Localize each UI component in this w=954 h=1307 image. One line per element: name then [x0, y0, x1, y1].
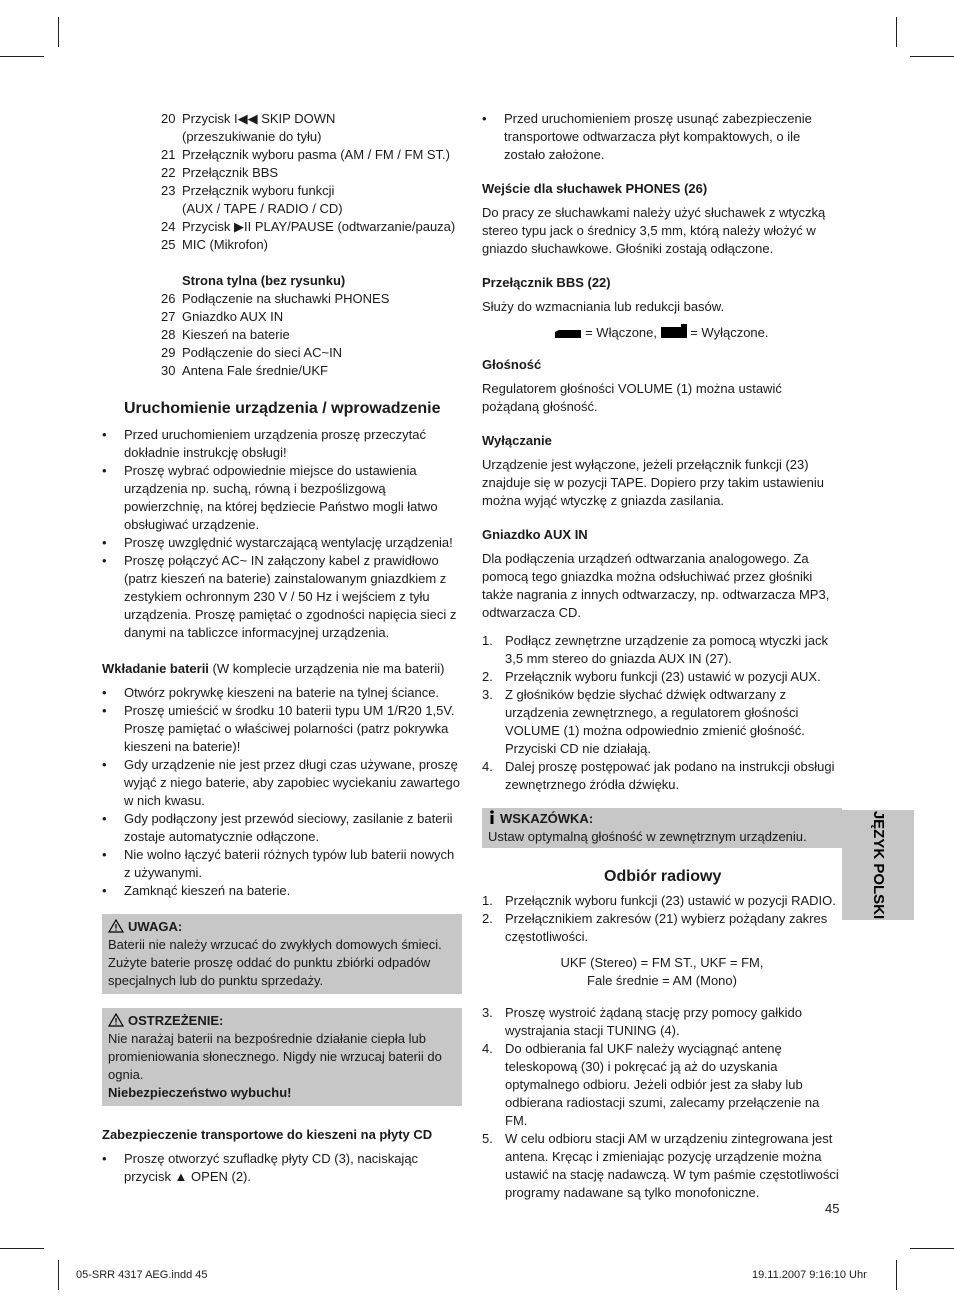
warning-triangle-icon — [108, 1013, 124, 1027]
list-item: 21 Przełącznik wyboru pasma (AM / FM / FM ST.) — [161, 147, 450, 162]
warning-text: Nie narażaj baterii na bezpośrednie działanie ciepła lub promieniowania słonecznego. Nigdy nie wrzucaj baterii do ognia. — [108, 1031, 442, 1082]
list-item: • Proszę połączyć AC~ IN załączony kabel z prawidłowo (patrz kieszeń na baterie) zainstalowanym gniazdkiem z zestykiem ochronnym 230 V / 50 Hz i wejściem z tyłu urządzenia. Proszę pamiętać o zgodności napięcia sieci z danymi na tabliczce informacyjnej urządzenia. — [102, 552, 462, 642]
battery-heading: Wkładanie baterii (W komplecie urządzenia nie ma baterii) — [102, 661, 445, 676]
note-box — [482, 808, 842, 848]
list-item: 4. Do odbierania fal UKF należy wyciągnąć antenę teleskopową (30) i pokręcać ją aż do uzyskania optymalnego odbioru. Jeżeli odbiór jest za słaby lub odbierana radiostacji szumi, zalecamy przełączenie na FM. — [482, 1041, 820, 1128]
list-item: 22 Przełącznik BBS — [161, 165, 279, 180]
crop-mark — [910, 56, 954, 57]
language-tab — [842, 810, 914, 920]
list-item: 28 Kieszeń na baterie — [161, 327, 290, 342]
list-item: 24 Przycisk ▶II PLAY/PAUSE (odtwarzanie/pauza) — [161, 219, 456, 234]
startup-bullets — [102, 426, 462, 642]
footer-timestamp: 19.11.2007 9:16:10 Uhr — [752, 1269, 867, 1281]
list-item: • Gdy urządzenie nie jest przez długi czas używane, proszę wyjąć z niego baterie, aby zapobiec wyciekaniu zawartego w nich kwasu. — [102, 756, 462, 810]
aux-steps — [482, 632, 842, 794]
crop-mark — [0, 56, 44, 57]
crop-mark — [0, 1248, 44, 1249]
footer-file: 05-SRR 4317 AEG.indd 45 — [76, 1269, 208, 1281]
rear-heading: Strona tylna (bez rysunku) — [182, 273, 346, 288]
radio-steps — [482, 892, 842, 946]
list-item: • Proszę otworzyć szufladkę płyty CD (3), naciskając przycisk ▲ OPEN (2). — [102, 1150, 462, 1186]
transport-continued — [482, 110, 842, 164]
crop-mark — [58, 17, 59, 47]
list-item: • Nie wolno łączyć baterii różnych typów lub baterii nowych z używanymi. — [102, 846, 462, 882]
list-item: • Proszę wybrać odpowiednie miejsce do ustawienia urządzenia np. suchą, równą i bezpoślizgową powierzchnię, na której będziecie Państwo mogli łatwo obsługiwać urządzenie. — [102, 462, 462, 534]
list-item: • Proszę uwzględnić wystarczającą wentylację urządzenia! — [102, 534, 462, 552]
list-item: 5. W celu odbioru stacji AM w urządzeniu zintegrowana jest antena. Kręcąc i zmieniając pozycję urządzenie można ustawić na stację nadawczą. W tym paśmie częstotliwości programy nadawane są tylko monofoniczne. — [482, 1131, 839, 1200]
off-heading: Wyłączanie — [482, 433, 552, 448]
bbs-text: Służy do wzmacniania lub redukcji basów. — [482, 299, 725, 314]
warning-triangle-icon — [108, 919, 124, 933]
list-item: 2. Przełącznik wyboru funkcji (23) ustawić w pozycji AUX. — [482, 669, 821, 684]
list-item: 23 Przełącznik wyboru funkcji (AUX / TAPE / RADIO / CD) — [161, 183, 343, 216]
bbs-legend: = Włączone, = Wyłączone. — [482, 324, 842, 342]
list-item: 1. Podłącz zewnętrzne urządzenie za pomocą wtyczki jack 3,5 mm stereo do gniazda AUX IN (27). — [482, 633, 828, 666]
crop-mark — [896, 1260, 897, 1290]
list-item: 29 Podłączenie do sieci AC~IN — [161, 345, 343, 360]
list-item: 25 MIC (Mikrofon) — [161, 237, 268, 252]
note-title: WSKAZÓWKA: — [500, 811, 594, 826]
transport-bullets — [102, 1150, 462, 1186]
list-item: • Zamknąć kieszeń na baterie. — [102, 882, 462, 900]
note-text: Ustaw optymalną głośność w zewnętrznym urządzeniu. — [488, 829, 807, 844]
list-item: • Proszę umieścić w środku 10 baterii typu UM 1/R20 1,5V. Proszę pamiętać o właściwej polarności (patrz pokrywka kieszeni na baterie)! — [102, 702, 462, 756]
rear-list — [102, 290, 462, 380]
crop-mark — [910, 1248, 954, 1249]
crop-mark — [896, 17, 897, 47]
list-item: 1. Przełącznik wyboru funkcji (23) ustawić w pozycji RADIO. — [482, 893, 836, 908]
warning-box — [102, 1008, 462, 1106]
list-item: 27 Gniazdko AUX IN — [161, 309, 284, 324]
phones-heading: Wejście dla słuchawek PHONES (26) — [482, 181, 708, 196]
list-item: 26 Podłączenie na słuchawki PHONES — [161, 291, 390, 306]
aux-text: Dla podłączenia urządzeń odtwarzania analogowego. Za pomocą tego gniazdka można odsłuchiwać przez głośniki także nagrania z innych odtwarzaczy, np. odtwarzacza MP3, odtwarzacza CD. — [482, 551, 830, 620]
phones-text: Do pracy ze słuchawkami należy użyć słuchawek z wtyczką stereo typu jack o średnicy 3,5 mm, którą należy włożyć w gniazdo słuchawkowe. Głośniki zostają odłączone. — [482, 205, 826, 256]
volume-heading: Głośność — [482, 357, 542, 372]
list-item: 3. Proszę wystroić żądaną stację przy pomocy gałkido wystrajania stacji TUNING (4). — [482, 1005, 802, 1038]
battery-bullets — [102, 684, 462, 900]
bbs-heading: Przełącznik BBS (22) — [482, 275, 611, 290]
aux-heading: Gniazdko AUX IN — [482, 527, 588, 542]
section-heading-radio: Odbiór radiowy — [604, 868, 722, 885]
list-item: 2. Przełącznikiem zakresów (21) wybierz pożądany zakres częstotliwości. — [482, 911, 828, 944]
band-formula: UKF (Stereo) = FM ST., UKF = FM, Fale średnie = AM (Mono) — [560, 955, 764, 988]
list-item: • Przed uruchomieniem urządzenia proszę przeczytać dokładnie instrukcję obsługi! — [102, 426, 462, 462]
list-item: 20 Przycisk I◀◀ SKIP DOWN (przeszukiwanie do tyłu) — [161, 111, 336, 144]
list-item: • Przed uruchomieniem proszę usunąć zabezpieczenie transportowe odtwarzacza płyt kompaktowych, o ile zostało założone. — [482, 110, 842, 164]
language-tab-label: JĘZYK POLSKI — [870, 810, 887, 920]
right-column — [482, 110, 842, 1202]
transport-heading: Zabezpieczenie transportowe do kieszeni na płyty CD — [102, 1127, 433, 1142]
list-item: • Otwórz pokrywkę kieszeni na baterie na tylnej ściance. — [102, 684, 462, 702]
list-item: 4. Dalej proszę postępować jak podano na instrukcji obsługi zewnętrznego źródła dźwięku. — [482, 759, 835, 792]
list-item: 30 Antena Fale średnie/UKF — [161, 363, 328, 378]
crop-mark — [58, 1260, 59, 1290]
page-number: 45 — [825, 1201, 840, 1216]
radio-steps-continued — [482, 1004, 842, 1202]
list-item: 3. Z głośników będzie słychać dźwięk odtwarzany z urządzenia zewnętrznego, a regulatorem głośności VOLUME (1) można odpowiednio zmienić głośność. Przyciski CD nie działają. — [482, 687, 805, 756]
switch-off-icon — [661, 324, 687, 338]
caution-title: UWAGA: — [128, 919, 183, 934]
caution-box — [102, 914, 462, 994]
warning-title: OSTRZEŻENIE: — [128, 1013, 224, 1028]
switch-on-icon — [555, 328, 581, 338]
info-icon — [488, 810, 496, 825]
parts-list — [102, 110, 462, 254]
section-heading-startup: Uruchomienie urządzenia / wprowadzenie — [124, 400, 441, 417]
left-column — [102, 110, 462, 1186]
list-item: • Gdy podłączony jest przewód sieciowy, zasilanie z baterii zostaje automatycznie odłączone. — [102, 810, 462, 846]
caution-text: Baterii nie należy wrzucać do zwykłych domowych śmieci. Zużyte baterie proszę oddać do punktu zbiórki odpadów specjalnych lub do punktu sprzedaży. — [108, 937, 442, 988]
volume-text: Regulatorem głośności VOLUME (1) można ustawić pożądaną głośność. — [482, 381, 782, 414]
off-text: Urządzenie jest wyłączone, jeżeli przełącznik funkcji (23) znajduje się w pozycji TAPE. Dopiero przy takim ustawieniu można wyjąć wtyczkę z gniazda zasilania. — [482, 457, 824, 508]
warning-emphasis: Niebezpieczeństwo wybuchu! — [108, 1085, 292, 1100]
